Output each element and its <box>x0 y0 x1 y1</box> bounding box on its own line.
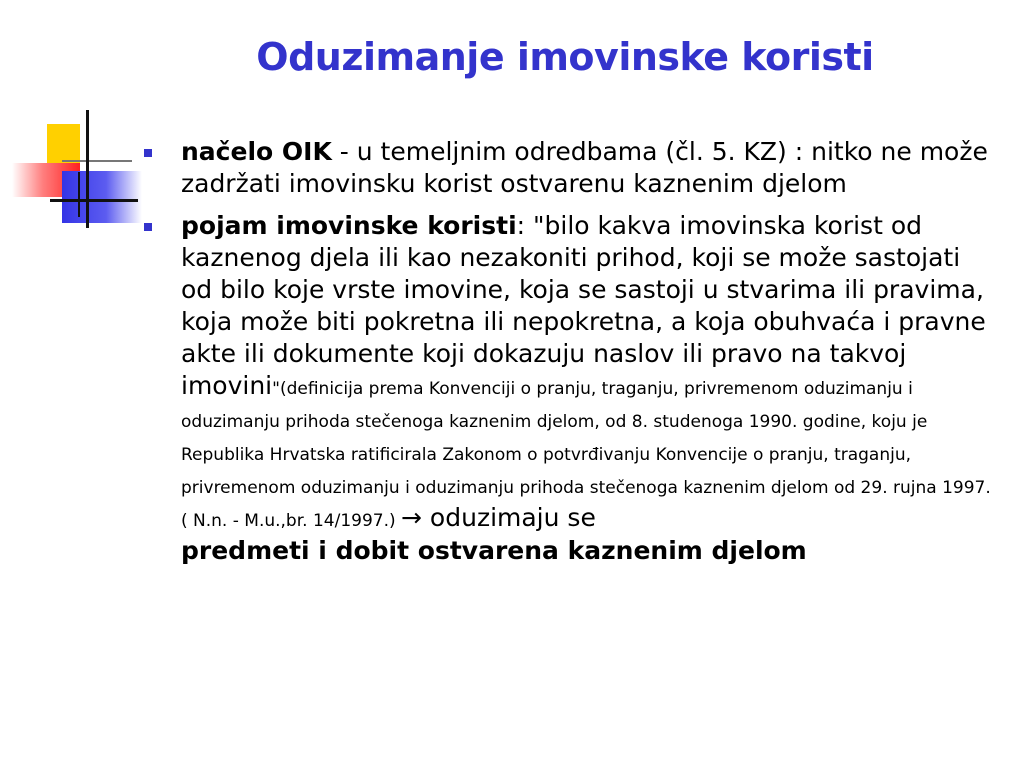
slide-title: Oduzimanje imovinske koristi <box>256 35 874 79</box>
decoration-line <box>86 110 89 228</box>
item-term: pojam imovinske koristi <box>181 211 517 240</box>
item-text: - u temeljnim odredbama (čl. 5. KZ) : nitko ne može zadržati imovinsku korist ostvarenu kaznenim djelom <box>181 137 988 198</box>
item-note: "(definicija prema Konvenciji o pranju, traganju, privremenom oduzimanju i oduzimanju prihoda stečenoga kaznenim djelom, od 8. studenoga 1990. godine, koju je Republika Hrvatska ratificirala Zakonom o potvrđivanju Konvencije o pranju, traganju, privremenom oduzimanju i oduzimanju prihoda stečenoga kaznenim djelom od 29. rujna 1997. ( N.n. - M.u.,br. 14/1997.) <box>181 379 991 531</box>
item-conclusion: oduzimaju se <box>421 503 596 532</box>
decoration-line <box>78 172 80 217</box>
item-text: : "bilo kakva imovinska korist od kaznenog djela ili kao nezakoniti prihod, koji se može sastojati od bilo koje vrste imovine, koja se sastoji u stvarima ili pravima, koja može biti pokretna ili nepokretna, a koja obuhvaća i pravne akte ili dokumente koji dokazuju naslov ili pravo na takvoj imovini <box>181 211 986 400</box>
decoration-line <box>50 199 138 202</box>
blue-gradient-square <box>62 171 142 223</box>
decoration-line <box>62 160 132 162</box>
bullet-square-icon <box>144 149 152 157</box>
slide-body <box>181 136 996 577</box>
item-conclusion-bold: predmeti i dobit ostvarena kaznenim djelom <box>181 536 807 565</box>
bullet-item <box>181 136 996 200</box>
corner-decoration <box>0 0 150 240</box>
bullet-item <box>181 210 996 567</box>
item-term: načelo OIK <box>181 137 332 166</box>
arrow-icon: → <box>401 503 422 532</box>
bullet-square-icon <box>144 223 152 231</box>
